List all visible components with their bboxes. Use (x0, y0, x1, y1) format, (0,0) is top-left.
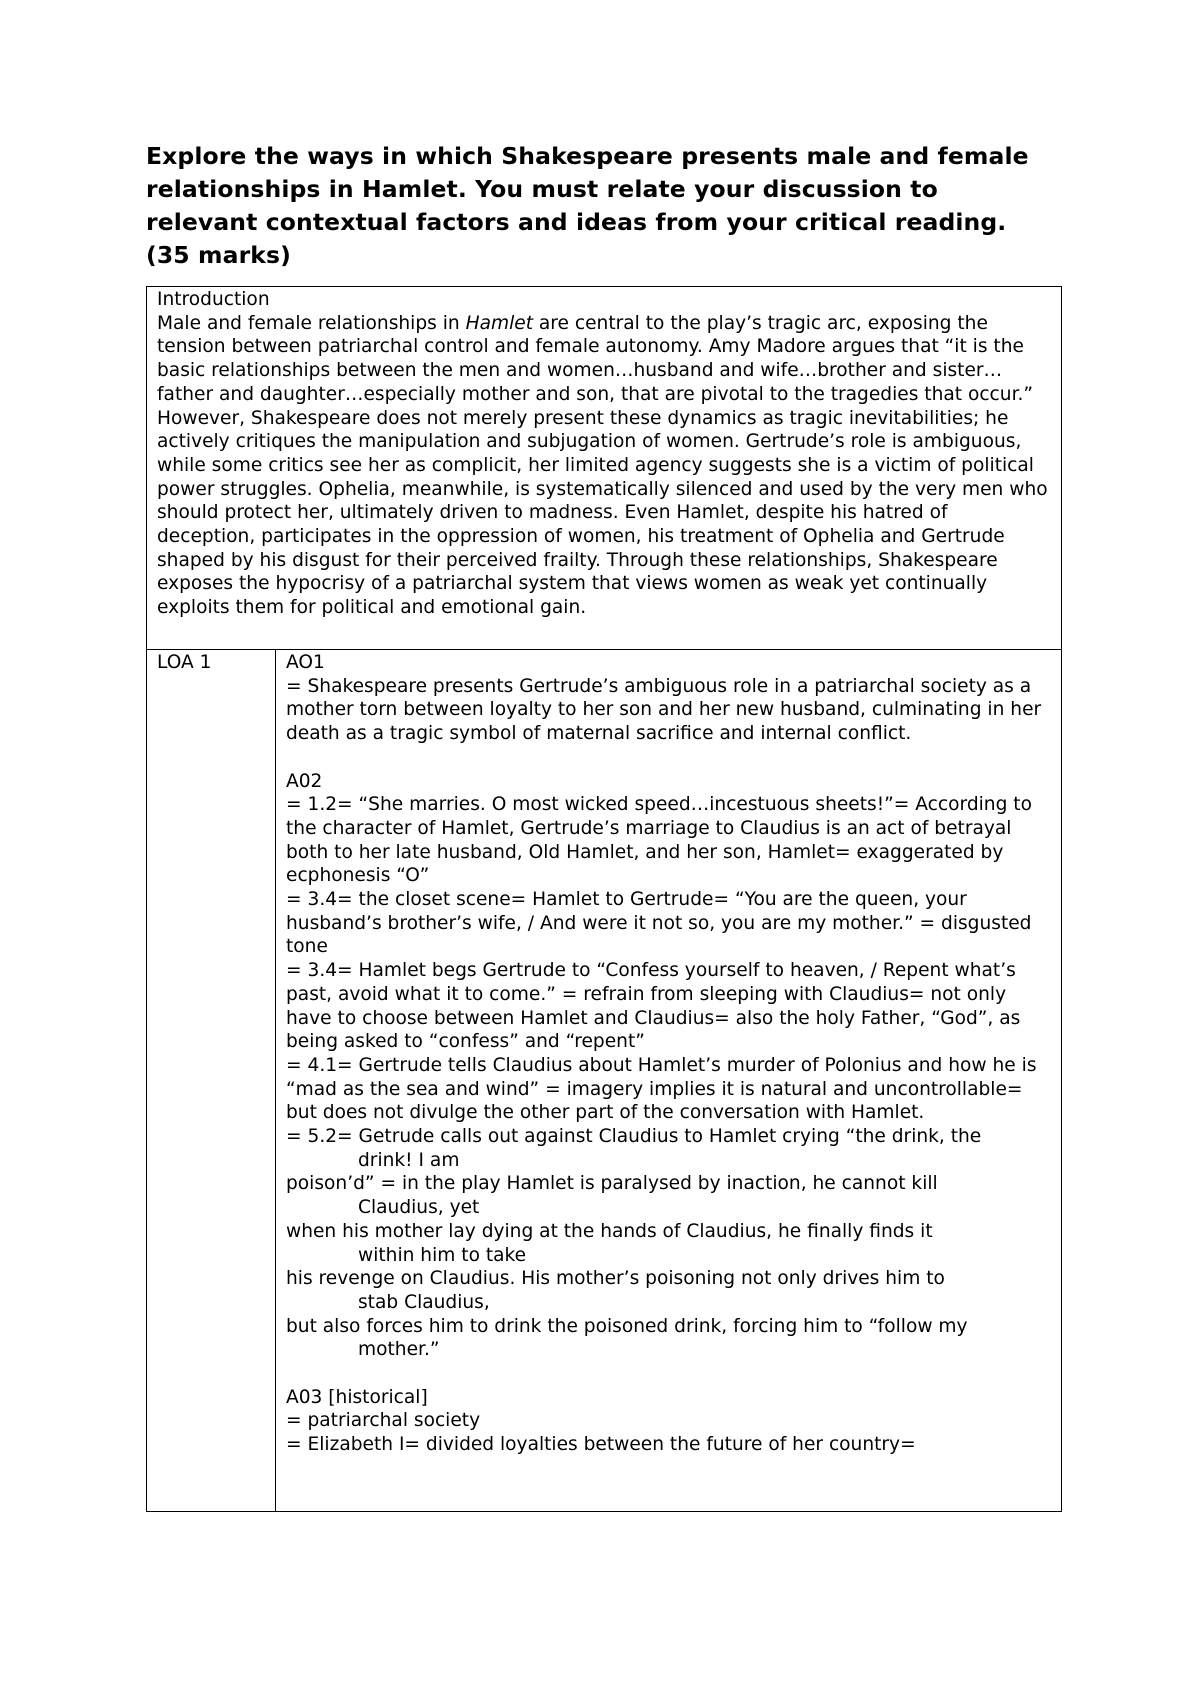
ao1-heading: AO1 (286, 652, 325, 673)
intro-paragraph (157, 312, 1054, 620)
ao2-point: = 1.2= “She marries. O most wicked speed…incestuous sheets!”= According to the character of Hamlet, Gertrude’s marriage to Claudius is an act of betrayal both to her late husband, Old Hamlet, and her son, Hamlet= exaggerated by ecphonesis “O” (286, 794, 1038, 887)
question-line: Explore the ways in which Shakespeare presents male and female (146, 142, 1029, 170)
ao2-point-52-line: = 5.2= Getrude calls out against Claudius to Hamlet crying “the drink, the (286, 1126, 982, 1148)
intro-text-rest: are central to the play’s tragic arc, exposing the tension between patriarchal control and female autonomy. Amy Madore argues that “it is the basic relationships between the men and women…husband and wife…brother and sister…father and daughter…especially mother and son, that are pivotal to the tragedies that occur.” However, Shakespeare does not merely present these dynamics as tragic inevitabilities; he actively critiques the manipulation and subjugation of women. Gertrude’s role is ambiguous, while some critics see her as complicit, her limited agency suggests she is a victim of political power struggles. Ophelia, meanwhile, is systematically silenced and used by the very men who should protect her, ultimately driven to madness. Even Hamlet, despite his hatred of deception, participates in the oppression of women, his treatment of Ophelia and Gertrude shaped by his disgust for their perceived frailty. Through these relationships, Shakespeare exposes the hypocrisy of a patriarchal system that views women as weak yet continually exploits them for political and emotional gain. (157, 312, 1054, 619)
ao2-point-52-line: poison’d” = in the play Hamlet is paralysed by inaction, he cannot kill (286, 1173, 938, 1195)
ao2-point-52-continuation: drink! I am (358, 1149, 460, 1171)
question-line: (35 marks) (146, 241, 291, 269)
essay-question (146, 140, 1062, 272)
ao2-point-52-line: but also forces him to drink the poisoned drink, forcing him to “follow my (286, 1315, 968, 1337)
question-line: relevant contextual factors and ideas from your critical reading. (146, 208, 1007, 236)
ao3-point: = patriarchal society (286, 1410, 481, 1432)
ao2-point-52-continuation: within him to take (358, 1244, 527, 1266)
loa1-row (147, 650, 1062, 1512)
ao1-text: = Shakespeare presents Gertrude’s ambiguous role in a patriarchal society as a mother torn between loyalty to her son and her new husband, culminating in her death as a tragic symbol of maternal sacrifice and internal conflict. (286, 675, 1048, 745)
ao3-point: = Elizabeth I= divided loyalties between the future of her country= (286, 1434, 916, 1456)
loa1-label-cell (147, 650, 276, 1512)
intro-cell (147, 287, 1062, 650)
spacer (286, 746, 1051, 770)
essay-plan-table (146, 286, 1062, 1512)
ao3-heading: A03 [historical] (286, 1386, 428, 1408)
intro-heading: Introduction (157, 289, 270, 310)
ao2-point-52-continuation: stab Claudius, (358, 1291, 490, 1313)
ao2-point: = 4.1= Gertrude tells Claudius about Hamlet’s murder of Polonius and how he is “mad as the sea and wind” = imagery implies it is natural and uncontrollable= but does not divulge the other part of the conversation with Hamlet. (286, 1054, 1043, 1124)
loa1-label: LOA 1 (157, 652, 212, 673)
intro-row (147, 287, 1062, 650)
ao2-point-52-continuation: Claudius, yet (358, 1197, 480, 1219)
ao2-point-52-continuation: mother.” (358, 1339, 440, 1361)
ao2-point: = 3.4= the closet scene= Hamlet to Gertrude= “You are the queen, your husband’s brother’s wife, / And were it not so, you are my mother.” = disgusted tone (286, 889, 1038, 958)
ao2-heading: A02 (286, 770, 323, 792)
loa1-content-cell (276, 650, 1062, 1512)
question-line: relationships in Hamlet. You must relate your discussion to (146, 175, 938, 203)
ao2-point-52-line: his revenge on Claudius. His mother’s poisoning not only drives him to (286, 1268, 945, 1290)
document-page (146, 140, 1062, 1512)
ao2-point-52-line: when his mother lay dying at the hands of Claudius, he finally finds it (286, 1220, 933, 1242)
ao2-point: = 3.4= Hamlet begs Gertrude to “Confess yourself to heaven, / Repent what’s past, avoid what it to come.” = refrain from sleeping with Claudius= not only have to choose between Hamlet and Claudius= also the holy Father, “God”, as being asked to “confess” and “repent” (286, 960, 1027, 1053)
spacer (286, 1362, 1051, 1386)
play-title: Hamlet (465, 312, 533, 334)
intro-text-start: Male and female relationships in (157, 312, 466, 334)
